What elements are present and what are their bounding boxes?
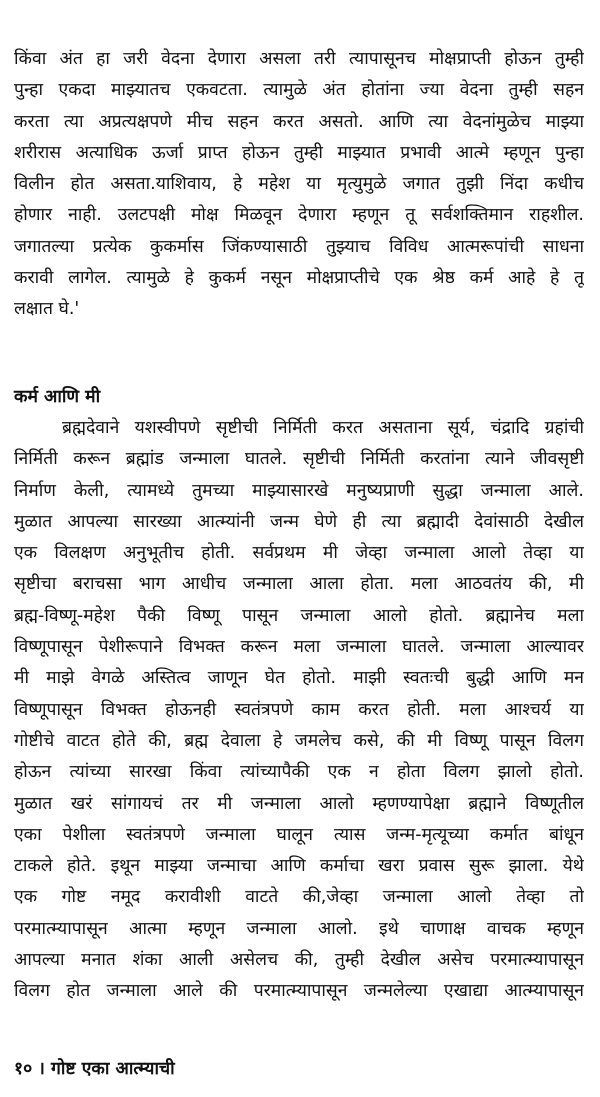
text-line: निर्मिती करून ब्रह्मांड जन्माला घातले. सृष्टीची निर्मिती करतांना त्याने जीवसृष्टी [14, 449, 584, 470]
text-line: एक विलक्षण अनुभूतीच होती. सर्वप्रथम मी जेव्हा जन्माला आलो तेव्हा या [14, 543, 584, 564]
text-line: करता त्या अप्रत्यक्षपणे मीच सहन करत असतो. आणि त्या वेदनांमुळेच माझ्या [14, 111, 584, 132]
text-line: शरीरास अत्याधिक ऊर्जा प्राप्त होऊन तुम्ही माझ्यात प्रभावी आत्मे म्हणून पुन्हा [14, 142, 584, 163]
text-line: टाकले होते. इथून माझ्या जन्माचा आणि कर्माचा खरा प्रवास सुरू झाला. येथे [14, 856, 584, 877]
text-line: आपल्या मनात शंका आली असेलच की, तुम्ही देखील असेच परमात्म्यापासून [14, 950, 584, 971]
paragraph-1 [14, 44, 584, 326]
text-line: जगातल्या प्रत्येक कुकर्मास जिंकण्यासाठी तुझ्याच विविध आत्मरूपांची साधना [14, 236, 584, 257]
text-line: मुळात आपल्या सारख्या आत्म्यांनी जन्म घेणे ही त्या ब्रह्मादी देवांसाठी देखील [14, 511, 584, 532]
text-line: विलीन होत असता.याशिवाय, हे महेश या मृत्युमुळे जगात तुझी निंदा कधीच [14, 174, 584, 195]
text-line: होऊन त्यांच्या सारखा किंवा त्यांच्यापैकी एक न होता विलग झालो होतो. [14, 762, 584, 783]
text-line: निर्माण केली, त्यामध्ये तुमच्या माझ्यासारखे मनुष्यप्राणी सुद्धा जन्माला आले. [14, 480, 584, 501]
text-line: एक गोष्ट नमूद करावीशी वाटते की,जेव्हा जन्माला आलो तेव्हा तो [14, 887, 584, 908]
text-line: ब्रह्मदेवाने यशस्वीपणे सृष्टीची निर्मिती करत असताना सूर्य, चंद्रादि ग्रहांची [62, 417, 584, 438]
text-line: सृष्टीचा बराचसा भाग आधीच जन्माला आला होता. मला आठवतंय की, मी [14, 574, 584, 595]
text-line: किंवा अंत हा जरी वेदना देणारा असला तरी त्यापासूनच मोक्षप्राप्ती होऊन तुम्ही [14, 49, 584, 69]
text-line: विलग होत जन्माला आले की परमात्म्यापासून जन्मलेल्या एखाद्या आत्म्यापासून [14, 981, 584, 1002]
text-line: परमात्म्यापासून आत्मा म्हणून जन्माला आलो. इथे चाणाक्ष वाचक म्हणून [14, 918, 584, 939]
text-line: करावी लागेल. त्यामुळे हे कुकर्म नसून मोक्षप्राप्तीचे एक श्रेष्ठ कर्म आहे हे तू [14, 268, 584, 289]
text-line: गोष्टीचे वाटत होते की, ब्रह्म देवाला हे जमलेच कसे, की मी विष्णू पासून विलग [14, 730, 584, 751]
text-line: ब्रह्म-विष्णू-महेश पैकी विष्णू पासून जन्माला आलो होतो. ब्रह्मानेच मला [14, 605, 584, 626]
text-line: होणार नाही. उलटपक्षी मोक्ष मिळवून देणारा म्हणून तू सर्वशक्तिमान राहशील. [14, 205, 584, 226]
text-line: विष्णूपासून पेशीरूपाने विभक्त करून मला जन्माला घातले. जन्माला आल्यावर [14, 637, 584, 658]
text-line: लक्षात घे.' [14, 299, 80, 320]
text-line: मी माझे वेगळे अस्तित्व जाणून घेत होतो. माझी स्वतःची बुद्धी आणि मन [14, 668, 584, 689]
text-line: पुन्हा एकदा माझ्यातच एकवटता. त्यामुळे अंत होतांना ज्या वेदना तुम्ही सहन [14, 80, 584, 101]
text-line: एका पेशीला स्वतंत्रपणे जन्माला घालून त्यास जन्म-मृत्यूच्या कर्मात बांधून [14, 824, 584, 845]
page-footer: १० । गोष्ट एका आत्म्याची [14, 1059, 175, 1079]
text-line: मुळात खरं सांगायचं तर मी जन्माला आलो म्हणण्यापेक्षा ब्रह्माने विष्णूतील [14, 793, 584, 814]
section-body [14, 413, 584, 1008]
text-line: विष्णूपासून विभक्त होऊनही स्वतंत्रपणे काम करत होती. मला आश्चर्य या [14, 699, 584, 720]
section-gap [14, 326, 584, 382]
section-heading: कर्म आणि मी [14, 386, 101, 407]
